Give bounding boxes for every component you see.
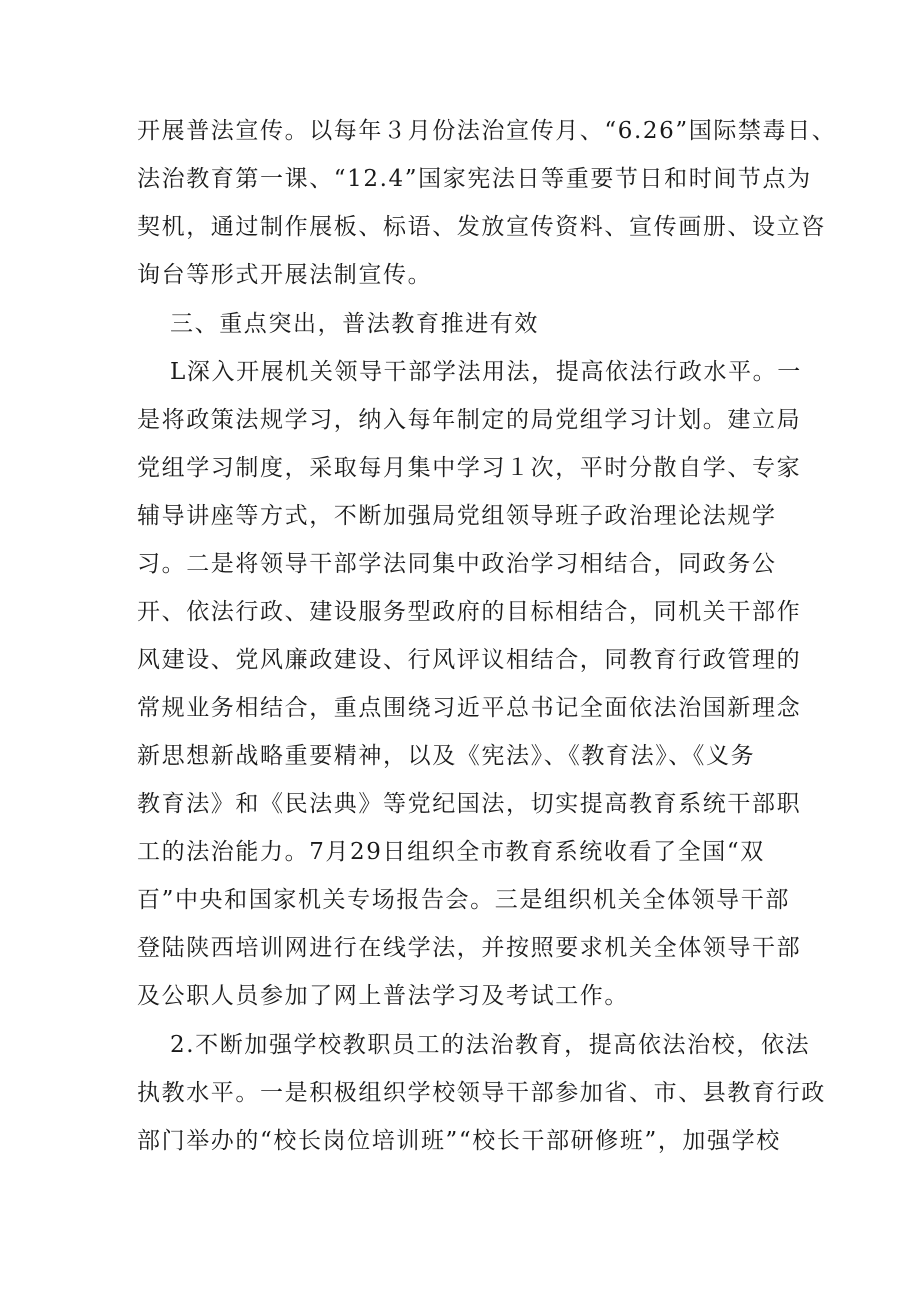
paragraph-line: 开、依法行政、建设服务型政府的目标相结合，同机关干部作 [137, 599, 802, 625]
paragraph-line: 执教水平。一是积极组织学校领导干部参加省、市、县教育行政 [137, 1080, 826, 1106]
paragraph-line: 习。二是将领导干部学法同集中政治学习相结合，同政务公 [137, 551, 777, 577]
paragraph-line: 风建设、党风廉政建设、行风评议相结合，同教育行政管理的 [137, 647, 802, 673]
paragraph-line: 及公职人员参加了网上普法学习及考试工作。 [137, 983, 629, 1009]
paragraph-line: 新思想新战略重要精神，以及《宪法》、《教育法》、《义务 [137, 743, 756, 769]
paragraph-line: 契机，通过制作展板、标语、发放宣传资料、宣传画册、设立咨 [137, 214, 826, 240]
paragraph-line: 登陆陕西培训网进行在线学法，并按照要求机关全体领导干部 [137, 935, 802, 961]
paragraph-line: 工的法治能力。7月29日组织全市教育系统收看了全国“双 [137, 839, 765, 865]
paragraph-line: 部门举办的“校长岗位培训班”“校长干部研修班”，加强学校 [137, 1128, 781, 1154]
paragraph-line: 常规业务相结合，重点围绕习近平总书记全面依法治国新理念 [137, 695, 802, 721]
paragraph-line: 教育法》和《民法典》等党纪国法，切实提高教育系统干部职 [137, 791, 802, 817]
paragraph-line: 是将政策法规学习，纳入每年制定的局党组学习计划。建立局 [137, 407, 802, 433]
paragraph-line: L深入开展机关领导干部学法用法，提高依法行政水平。一 [170, 359, 802, 385]
paragraph-line: 询台等形式开展法制宣传。 [137, 262, 433, 288]
paragraph-line: 开展普法宣传。以每年３月份法治宣传月、“6.26”国际禁毒日、 [137, 118, 837, 144]
paragraph-line: 法治教育第一课、“12.4”国家宪法日等重要节日和时间节点为 [137, 166, 812, 192]
paragraph-line: 辅导讲座等方式，不断加强局党组领导班子政治理论法规学 [137, 503, 777, 529]
section-heading: 三、重点突出，普法教育推进有效 [170, 311, 539, 337]
paragraph-line: 2.不断加强学校教职员工的法治教育，提高依法治校，依法 [170, 1032, 811, 1058]
paragraph-line: 百”中央和国家机关专场报告会。三是组织机关全体领导干部 [137, 887, 790, 913]
paragraph-line: 党组学习制度，采取每月集中学习１次，平时分散自学、专家 [137, 455, 802, 481]
